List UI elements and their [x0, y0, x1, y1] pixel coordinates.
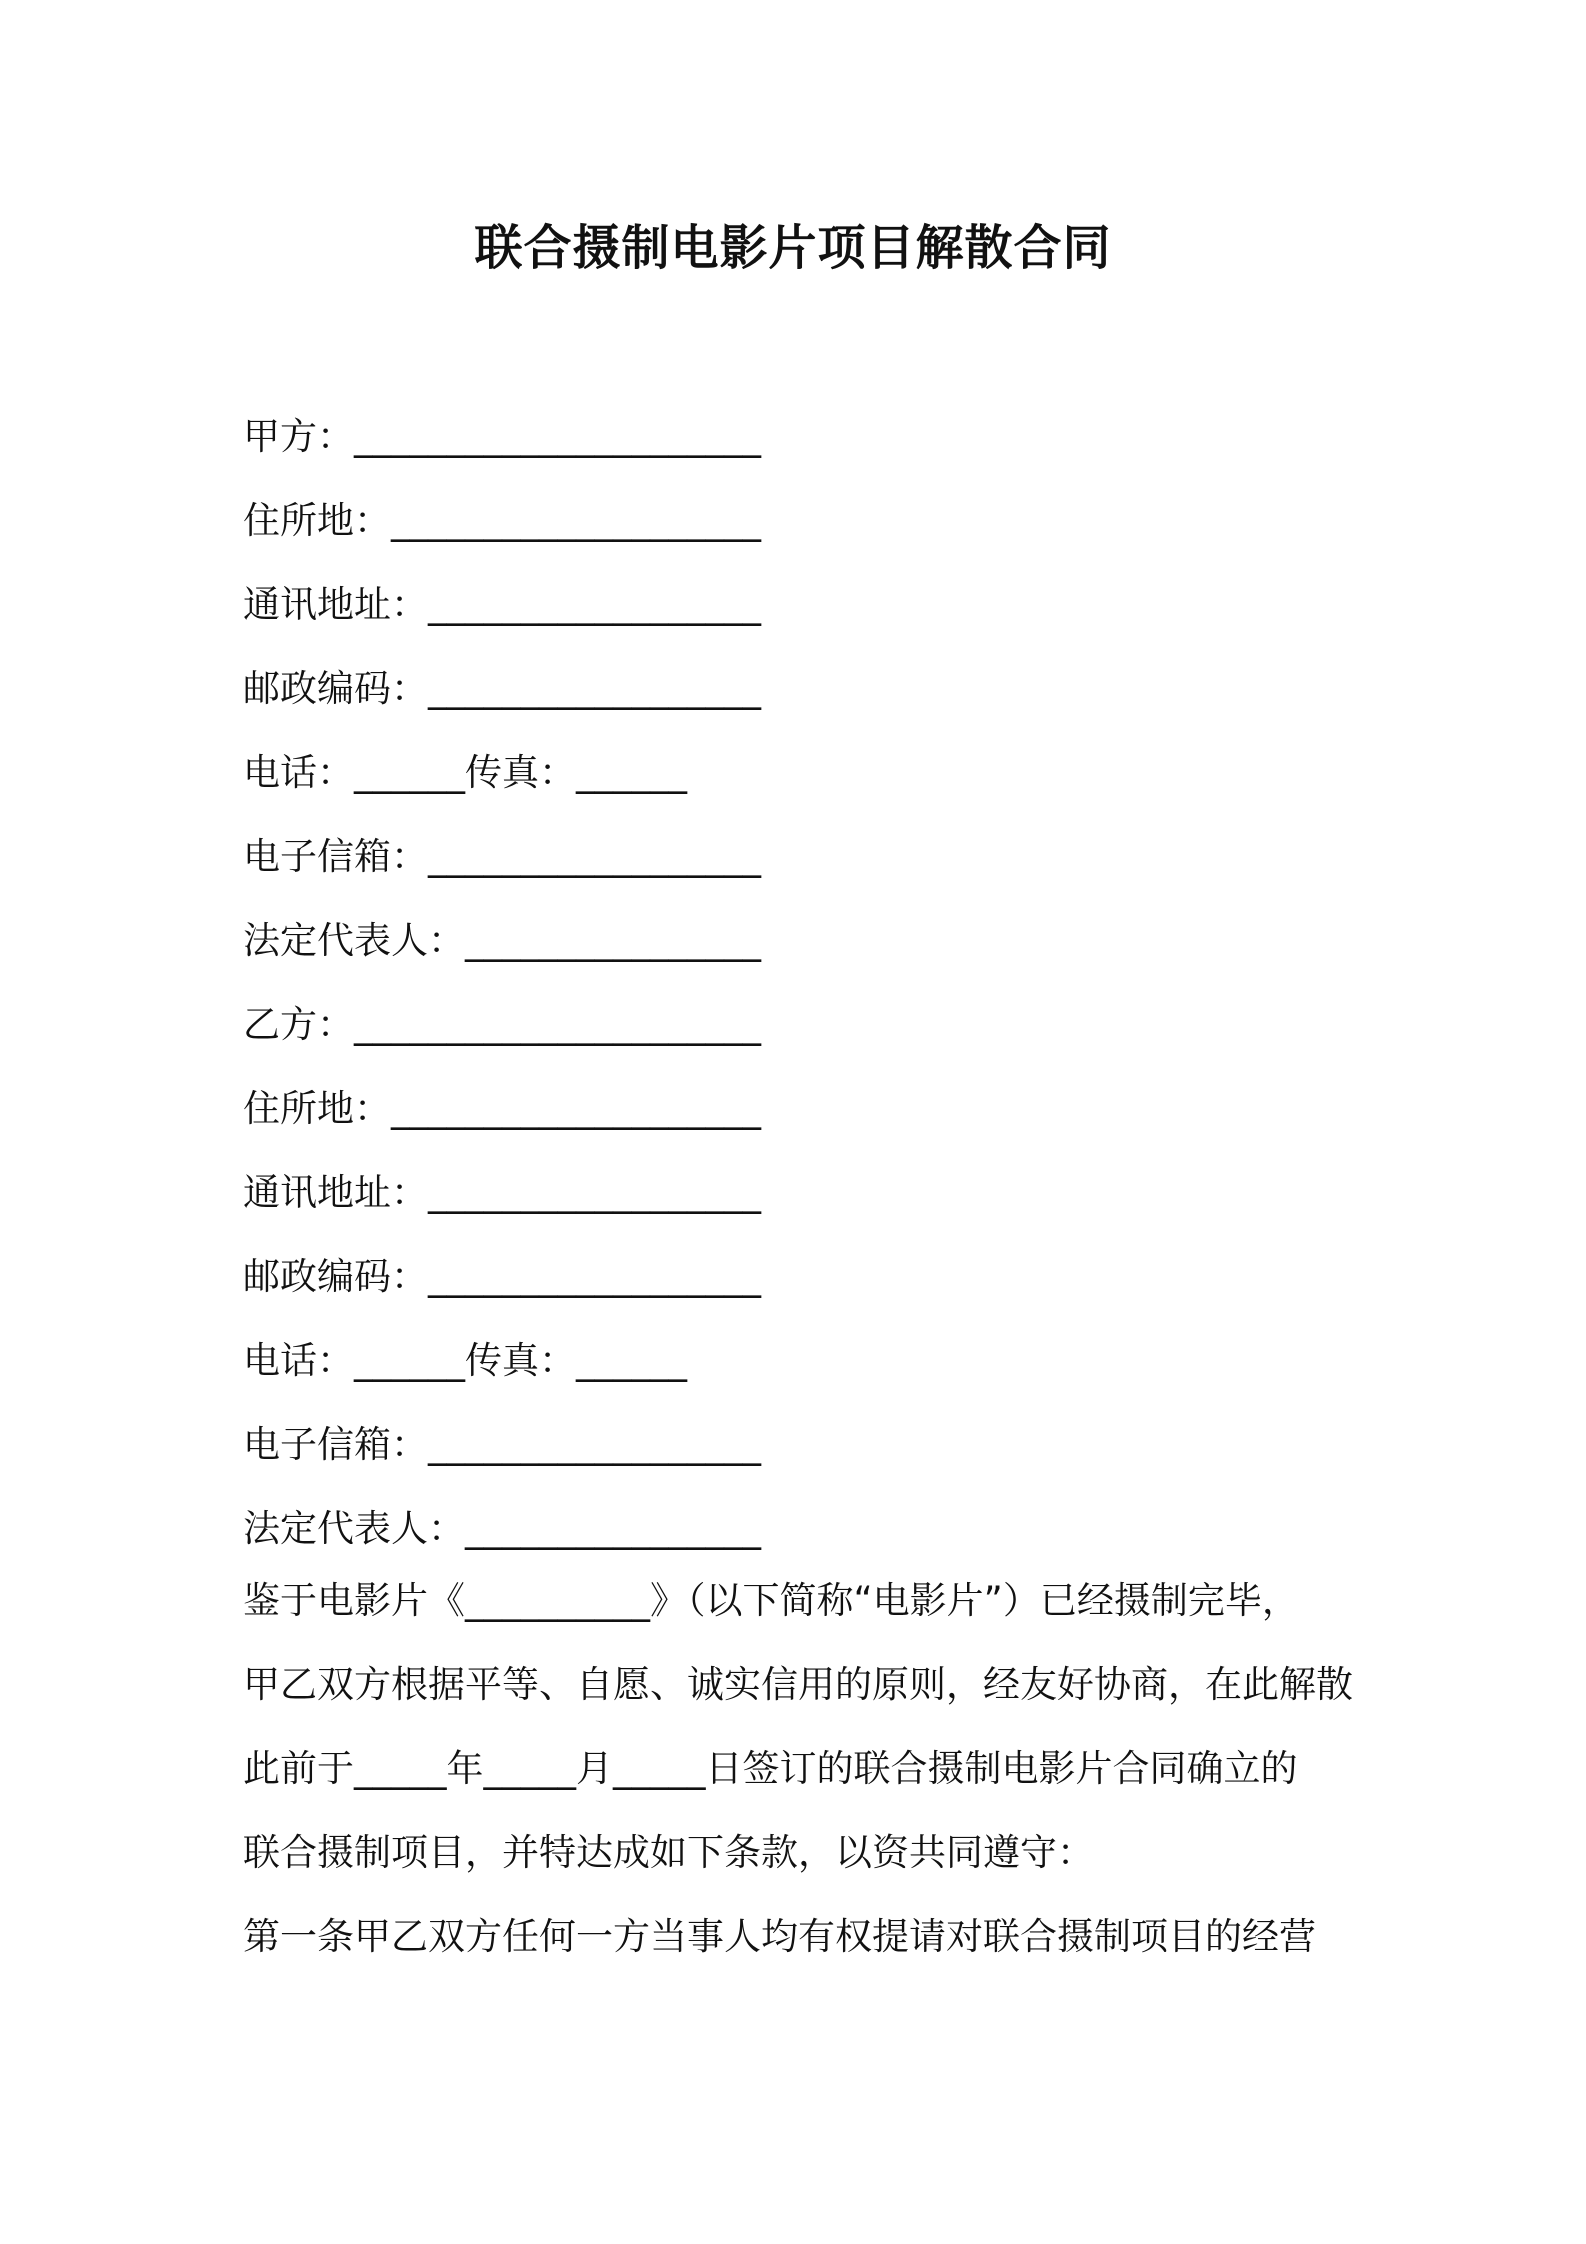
party-a-name-field: 甲方：______________________: [243, 415, 761, 458]
party-a-mailing-address-field: 通讯地址：__________________: [243, 583, 761, 626]
party-b-name-field: 乙方：______________________: [243, 1003, 761, 1046]
party-b-address-field: 住所地：____________________: [243, 1087, 761, 1130]
party-a-address-field: 住所地：____________________: [243, 499, 761, 542]
page-title: 联合摄制电影片项目解散合同: [474, 220, 1112, 276]
party-b-legal-rep-field: 法定代表人：________________: [243, 1507, 761, 1550]
party-a-postal-code-field: 邮政编码：__________________: [243, 667, 761, 710]
body-line: 第一条甲乙双方任何一方当事人均有权提请对联合摄制项目的经营: [243, 1915, 1316, 1958]
party-a-legal-rep-field: 法定代表人：________________: [243, 919, 761, 962]
party-b-postal-code-field: 邮政编码：__________________: [243, 1255, 761, 1298]
party-b-phone-fax-field: 电话：______传真：______: [243, 1339, 687, 1382]
body-line: 联合摄制项目，并特达成如下条款，以资共同遵守：: [243, 1831, 1094, 1874]
party-info-section: [243, 407, 1403, 1583]
party-b-email-field: 电子信箱：__________________: [243, 1423, 761, 1466]
body-line: 甲乙双方根据平等、自愿、诚实信用的原则，经友好协商，在此解散: [243, 1663, 1353, 1706]
contract-body: [243, 1571, 1373, 1991]
body-line: 鉴于电影片《__________》（以下简称“电影片”）已经摄制完毕，: [243, 1579, 1299, 1622]
party-a-email-field: 电子信箱：__________________: [243, 835, 761, 878]
party-a-phone-fax-field: 电话：______传真：______: [243, 751, 687, 794]
party-b-mailing-address-field: 通讯地址：__________________: [243, 1171, 761, 1214]
body-line: 此前于_____年_____月_____日签订的联合摄制电影片合同确立的: [243, 1747, 1298, 1790]
